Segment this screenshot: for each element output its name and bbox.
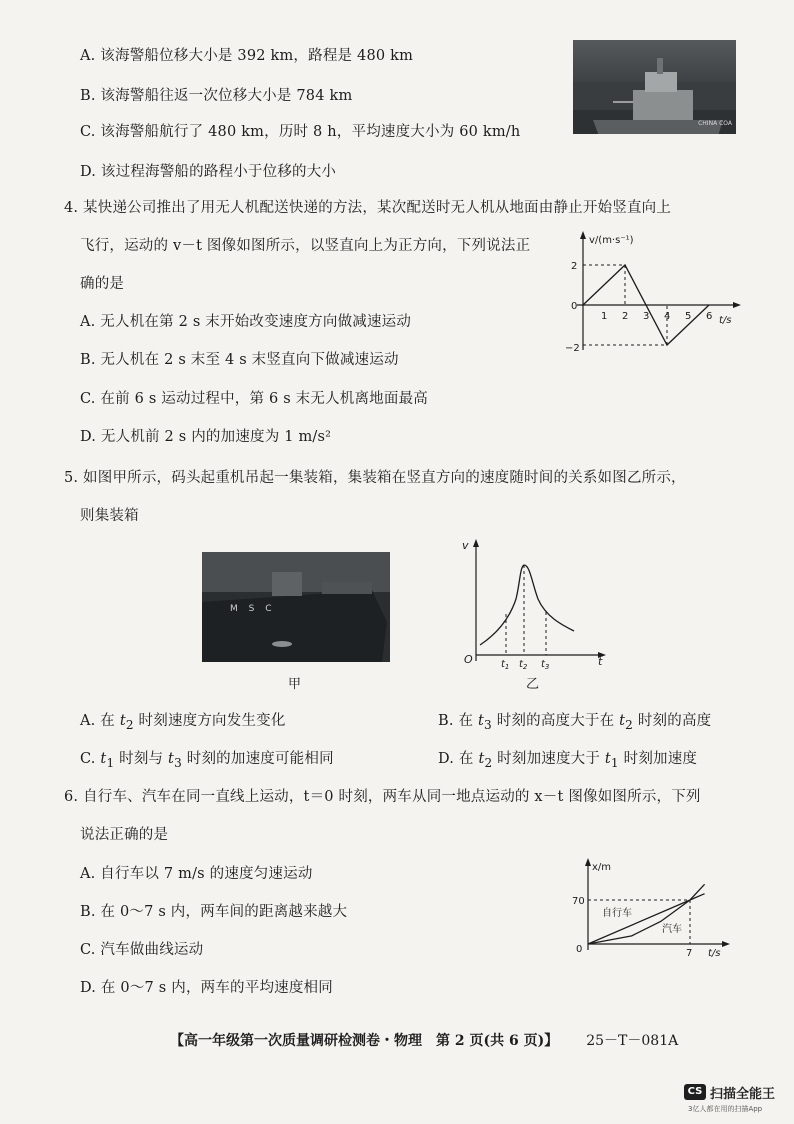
camscanner-tagline: 3亿人都在用的扫描App	[688, 1105, 763, 1113]
q5-option-c: C. $t_1$ 时刻与 $t_3$ 时刻的加速度可能相同	[80, 751, 334, 770]
x-tick-2: 2	[622, 311, 629, 322]
y-tick-neg2: −2	[565, 343, 580, 354]
q5-stem-line2: 则集装箱	[80, 508, 139, 524]
q6-option-b: B. 在 0～7 s 内，两车间的距离越来越大	[80, 904, 348, 920]
q5-option-d: D. 在 $t_2$ 时刻加速度大于 $t_1$ 时刻加速度	[438, 751, 698, 770]
camscanner-name: 扫描全能王	[710, 1087, 776, 1102]
footer-title: 【高一年级第一次质量调研检测卷・物理 第 2 页(共 6 页)】	[170, 1033, 559, 1049]
q4-stem-line3: 确的是	[80, 276, 125, 292]
x-tick-3: 3	[643, 311, 650, 322]
q3-option-b: B. 该海警船往返一次位移大小是 784 km	[80, 88, 353, 104]
car-label: 汽车	[662, 924, 682, 935]
q3-option-d: D. 该过程海警船的路程小于位移的大小	[80, 164, 337, 180]
vt-curve	[480, 565, 574, 645]
q6-stem-line1: 6. 自行车、汽车在同一直线上运动，t＝0 时刻，两车从同一地点运动的 x－t 图像如图所示，下列	[64, 789, 701, 805]
y-axis-label: v	[462, 539, 469, 552]
q5-option-b: B. 在 $t_3$ 时刻的高度大于在 $t_2$ 时刻的高度	[438, 713, 712, 732]
q4-option-b: B. 无人机在 2 s 末至 4 s 末竖直向下做减速运动	[80, 352, 399, 368]
footer-code: 25－T－081A	[586, 1033, 679, 1049]
graph-caption-yi: 乙	[526, 677, 540, 692]
q3-option-c: C. 该海警船航行了 480 km，历时 8 h，平均速度大小为 60 km/h	[80, 124, 521, 140]
q4-stem-line2: 飞行，运动的 v－t 图像如图所示，以竖直向上为正方向，下列说法正	[80, 238, 531, 254]
q5-stem-line1: 5. 如图甲所示，码头起重机吊起一集装箱，集装箱在竖直方向的速度随时间的关系如图乙所示，	[64, 470, 686, 486]
q4-option-d: D. 无人机前 2 s 内的加速度为 1 m/s²	[80, 429, 332, 445]
q4-stem-line1: 4. 某快递公司推出了用无人机配送快递的方法，某次配送时无人机从地面由静止开始竖直向上	[64, 200, 672, 216]
q6-stem-line2: 说法正确的是	[80, 827, 169, 843]
x-axis-arrow	[733, 302, 741, 308]
x-tick-1: 1	[601, 311, 608, 322]
x-tick-4: 4	[664, 311, 671, 322]
camscanner-logo: CS	[684, 1084, 706, 1100]
origin-label: 0	[576, 944, 583, 955]
crane-container-ship-photo	[202, 552, 390, 662]
q6-option-a: A. 自行车以 7 m/s 的速度匀速运动	[80, 866, 313, 882]
origin-label: O	[464, 653, 473, 666]
y-axis-arrow	[473, 539, 479, 547]
drone-vt-graph	[555, 225, 755, 360]
y-tick-2: 2	[571, 261, 578, 272]
t1-label: $t_1$	[501, 659, 510, 671]
q6-option-c: C. 汽车做曲线运动	[80, 942, 204, 958]
ship-hull-text: CHINA COA	[698, 120, 732, 127]
container-vt-graph	[452, 533, 612, 673]
y-axis-label: v/(m·s⁻¹)	[589, 235, 634, 246]
photo-caption-jia: 甲	[288, 677, 302, 692]
coast-guard-ship-photo	[573, 40, 736, 134]
q6-option-d: D. 在 0～7 s 内，两车的平均速度相同	[80, 980, 333, 996]
t3-label: $t_3$	[541, 659, 550, 671]
y-axis-arrow	[585, 858, 591, 866]
t2-label: $t_2$	[519, 659, 528, 671]
page-footer	[170, 1030, 678, 1050]
ship-msc-text: M S C	[230, 604, 276, 614]
q4-option-a: A. 无人机在第 2 s 末开始改变速度方向做减速运动	[80, 314, 412, 330]
x-axis-label: t	[598, 655, 603, 668]
origin-label: 0	[571, 301, 578, 312]
x-tick-7: 7	[686, 948, 693, 959]
y-axis-label: x/m	[592, 862, 612, 873]
y-tick-70: 70	[572, 896, 585, 907]
x-axis-label: t/s	[708, 948, 721, 959]
q5-option-a: A. 在 $t_2$ 时刻速度方向发生变化	[80, 713, 286, 732]
bike-car-xt-graph	[560, 852, 740, 962]
y-axis-arrow	[580, 231, 586, 239]
x-tick-6: 6	[706, 311, 713, 322]
q4-option-c: C. 在前 6 s 运动过程中，第 6 s 末无人机离地面最高	[80, 391, 428, 407]
q3-option-a: A. 该海警船位移大小是 392 km，路程是 480 km	[80, 48, 414, 64]
x-axis-label: t/s	[719, 315, 732, 326]
x-axis-arrow	[722, 941, 730, 947]
bike-label: 自行车	[602, 908, 632, 919]
x-tick-5: 5	[685, 311, 692, 322]
